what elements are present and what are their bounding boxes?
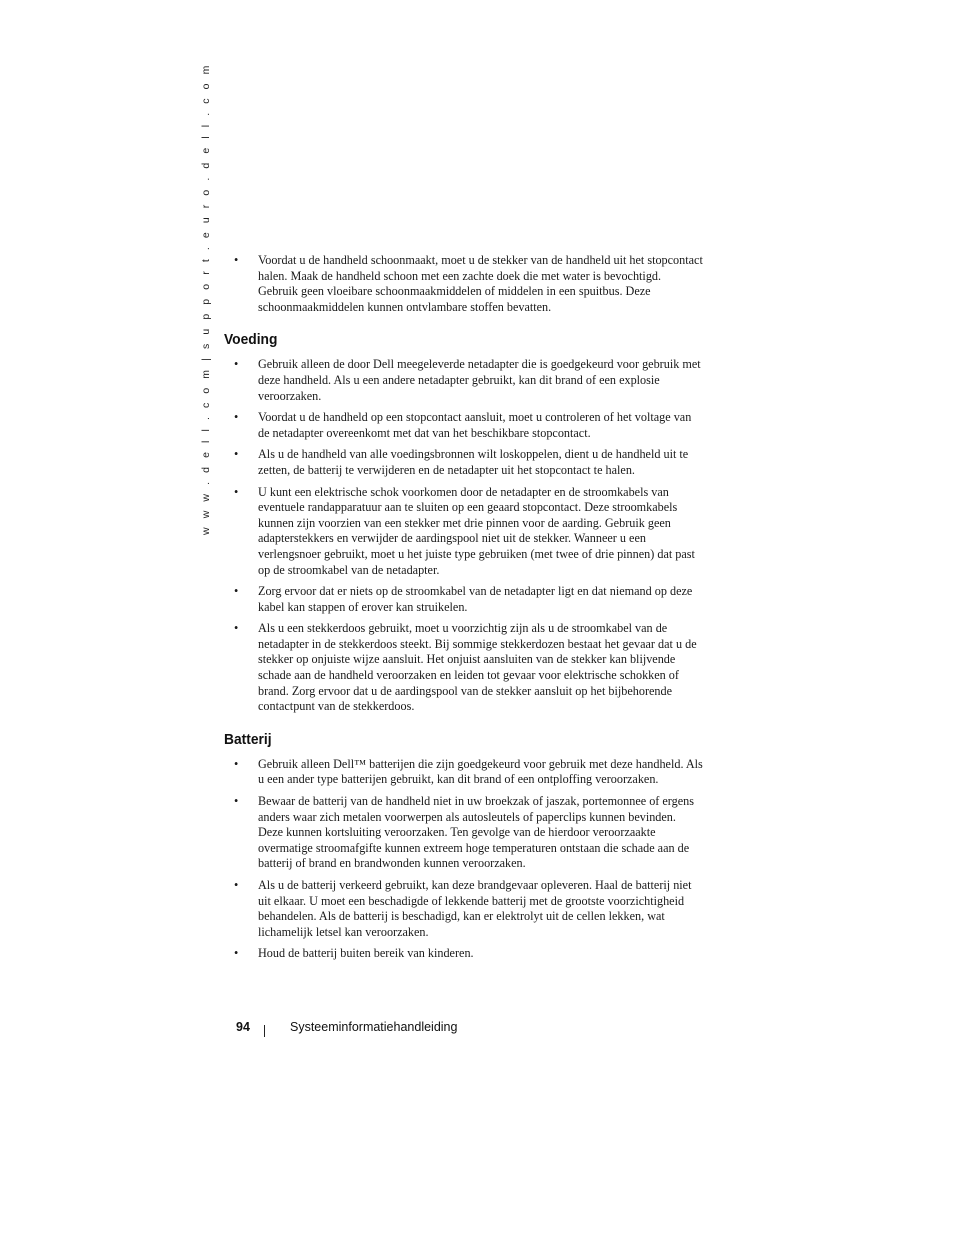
footer-separator (264, 1025, 265, 1037)
bullet-icon: • (234, 878, 239, 892)
bullet-icon: • (234, 357, 239, 372)
list-item-text: Bewaar de batterij van de handheld niet in uw broekzak of jaszak, portemonnee of ergens anders waar zich metalen voorwerpen als autosleutels of paperclips kunnen bevinden. Deze kunnen kortsluiting veroorzaken. Ten gevolge van de hierdoor veroorzaakte overmatige stroomafgifte kunnen extreem hoge temperaturen ontstaan die schade aan de batterij of brand en brandwonden kunnen veroorzaken. (258, 794, 694, 871)
list-item-text: Gebruik alleen de door Dell meegeleverde netadapter die is goedgekeurd voor gebruik met deze handheld. Als u een andere netadapter gebruikt, kan dit brand of een explosie veroorzaken. (258, 357, 701, 403)
sections (224, 331, 704, 962)
section-list (224, 757, 704, 962)
bullet-icon: • (234, 584, 239, 599)
document-title: Systeeminformatiehandleiding (290, 1020, 458, 1034)
list-item-text: Voordat u de handheld schoonmaakt, moet u de stekker van de handheld uit het stopcontact halen. Maak de handheld schoon met een zachte doek die met water is bevochtigd. Gebruik geen vloeibare schoonmaakmiddelen of middelen in een spuitbus. Deze schoonmaakmiddelen kunnen ontvlambare stoffen bevatten. (258, 253, 703, 314)
bullet-icon: • (234, 253, 239, 267)
list-item (224, 621, 704, 715)
bullet-icon: • (234, 946, 239, 961)
bullet-icon: • (234, 447, 239, 462)
bullet-icon: • (234, 794, 239, 809)
list-item-text: Zorg ervoor dat er niets op de stroomkabel van de netadapter ligt en dat niemand op deze kabel kan stappen of erover kan struikelen. (258, 584, 693, 614)
list-item-text: Gebruik alleen Dell™ batterijen die zijn goedgekeurd voor gebruik met deze handheld. Als u een ander type batterijen gebruikt, kan dit brand of een ontploffing veroorzaken. (258, 756, 703, 787)
page-number: 94 (236, 1020, 250, 1034)
list-item-text: U kunt een elektrische schok voorkomen door de netadapter en de stroomkabels van eventuele randapparatuur aan te sluiten op een geaard stopcontact. Deze stroomkabels kunnen zijn voorzien van een stekker met drie pinnen voor de aarding. Gebruik geen adapterstekkers en verwijder de aardingspool niet uit de stekker. Wanneer u een verlengsnoer gebruikt, moet u het juiste type gebruiken (met twee of drie pinnen) dat past op de stroomkabel van de netadapter. (258, 484, 695, 577)
list-item (224, 878, 704, 940)
list-item (224, 410, 704, 441)
bullet-icon: • (234, 621, 239, 636)
list-item-text: Voordat u de handheld op een stopcontact aansluit, moet u controleren of het voltage van de netadapter overeenkomt met dat van het beschikbare stopcontact. (258, 410, 692, 440)
list-item (224, 946, 704, 962)
side-url: w w w . d e l l . c o m | s u p p o r t . e u r o . d e l l . c o m (200, 62, 212, 535)
list-item-text: Als u de handheld van alle voedingsbronnen wilt loskoppelen, dient u de handheld uit te zetten, de batterij te verwijderen en de netadapter uit het stopcontact te halen. (258, 447, 689, 477)
list-item-text: Als u een stekkerdoos gebruikt, moet u voorzichtig zijn als u de stroomkabel van de netadapter in de stekkerdoos steekt. Bij sommige stekkerdozen bestaat het gevaar dat u de stekker op onjuiste wijze aansluit. Het onjuist aansluiten van de stekker kan blijvende schade aan de handheld veroorzaken en leiden tot gevaar voor elektrische schokken of brand. Zorg ervoor dat u de aardingspool van de stekker aansluit op het bijbehorende contactpunt van de stekkerdoos. (258, 621, 697, 714)
list-item (224, 357, 704, 404)
list-item (224, 757, 704, 788)
list-item (224, 253, 704, 315)
list-item (224, 485, 704, 579)
list-item (224, 447, 704, 478)
bullet-icon: • (234, 484, 239, 499)
intro-list (224, 253, 704, 315)
section-list (224, 357, 704, 714)
page-content (224, 253, 704, 968)
list-item (224, 584, 704, 615)
list-item (224, 794, 704, 872)
section-heading: Batterij (224, 730, 272, 748)
list-item-text: Houd de batterij buiten bereik van kinderen. (258, 946, 474, 961)
section-heading: Voeding (224, 331, 278, 349)
bullet-icon: • (234, 410, 239, 425)
bullet-icon: • (234, 756, 239, 771)
list-item-text: Als u de batterij verkeerd gebruikt, kan deze brandgevaar opleveren. Haal de batterij niet uit elkaar. U moet een beschadigde of lekkende batterij met de grootste voorzichtigheid behandelen. Als de batterij is beschadigd, kan er elektrolyt uit de cellen lekken, wat lichamelijk letsel kan veroorzaken. (258, 878, 692, 939)
